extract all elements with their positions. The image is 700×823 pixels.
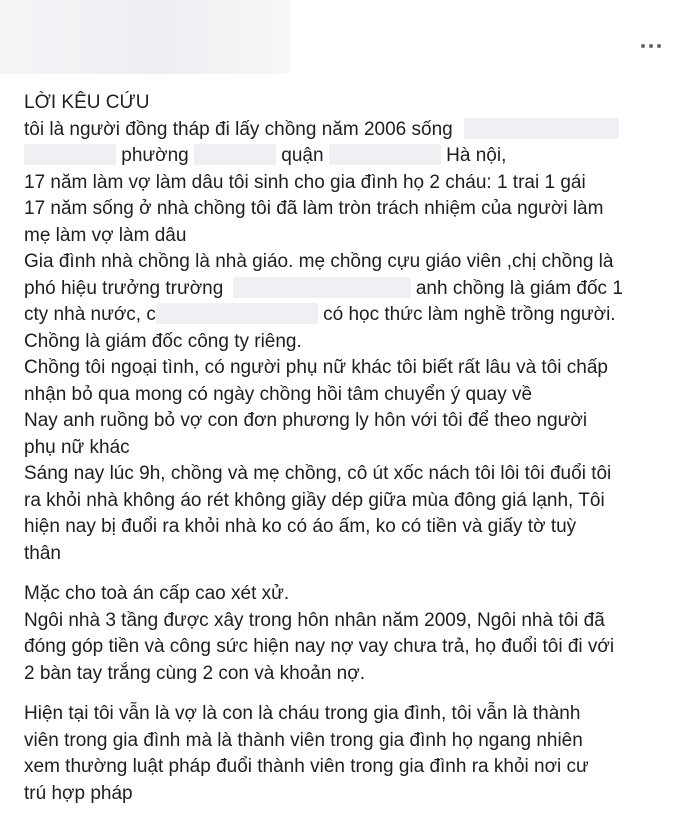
post-line: 2 bàn tay trắng cùng 2 con và khoản nợ. [24,662,365,684]
post-line: Sáng nay lúc 9h, chồng và mẹ chồng, cô út xốc nách tôi lôi tôi đuổi tôi [24,463,612,484]
post-line: Gia đình nhà chồng là nhà giáo. mẹ chồng cựu giáo viên ,chị chồng là [24,251,614,272]
post-line: trú hợp pháp [24,782,133,804]
post-line: phường quận Hà nội, [24,143,684,170]
post-line: phó hiệu trưởng trường anh chồng là giám đốc 1 [24,277,623,299]
post-line: xem thường luật pháp đuổi thành viên trong gia đình ra khỏi nơi cư [24,756,589,777]
post-line: thân [24,542,61,564]
post-line: Chồng là giám đốc công ty riêng. [24,330,302,352]
post-line: viên trong gia đình mà là thành viên trong gia đình họ ngang nhiên [24,729,583,751]
post-line: 17 năm sống ở nhà chồng tôi đã làm tròn trách nhiệm của người làm [24,198,604,219]
redacted-text [24,144,116,165]
post-line: hiện nay bị đuổi ra khỏi nhà ko có áo ấm, ko có tiền và giấy tờ tuỳ [24,516,577,537]
post-line: Nay anh ruồng bỏ vợ con đơn phương ly hôn với tôi để theo người [24,410,588,431]
more-options-button[interactable] [636,36,666,56]
more-horizontal-icon [657,44,661,48]
post-line: Hiện tại tôi vẫn là vợ là con là cháu trong gia đình, tôi vẫn là thành [24,703,581,724]
redacted-text [233,277,411,298]
post-line: Chồng tôi ngoại tình, có người phụ nữ khác tôi biết rất lâu và tôi chấp [24,357,608,378]
redacted-text [156,303,318,324]
blurred-post-header [0,0,290,74]
post-text [24,90,684,804]
post-line: nhận bỏ qua mong có ngày chồng hồi tâm chuyển ý quay về [24,383,533,405]
redacted-text [464,118,619,139]
more-horizontal-icon [649,44,653,48]
post-line: cty nhà nước, c có học thức làm nghề trồng người. [24,304,616,325]
redacted-text [329,144,441,165]
redacted-text [194,144,276,165]
post-line: LỜI KÊU CỨU [24,92,150,113]
post-line: đóng góp tiền và công sức hiện nay nợ vay chưa trả, họ đuổi tôi đi với [24,636,615,657]
more-horizontal-icon [641,44,645,48]
post-line: phụ nữ khác [24,436,130,458]
post-line: tôi là người đồng tháp đi lấy chồng năm 2006 sống [24,117,684,144]
post-line: mẹ làm vợ làm dâu [24,224,187,246]
paragraph-gap [24,567,684,581]
post-line: Mặc cho toà án cấp cao xét xử. [24,583,290,604]
post-line: Ngôi nhà 3 tầng được xây trong hôn nhân năm 2009, Ngôi nhà tôi đã [24,609,605,631]
post-line: ra khỏi nhà không áo rét không giầy dép giữa mùa đông giá lạnh, Tôi [24,489,605,511]
post-line: 17 năm làm vợ làm dâu tôi sinh cho gia đình họ 2 cháu: 1 trai 1 gái [24,171,586,193]
paragraph-gap [24,687,684,701]
